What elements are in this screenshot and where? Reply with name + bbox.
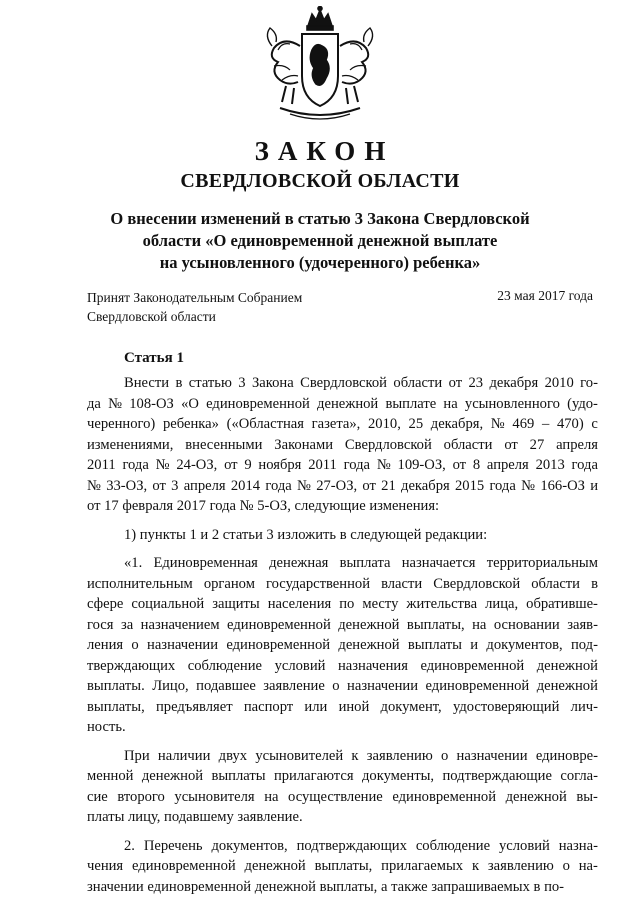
paragraph-line: значении единовременной денежной выплаты, а также запрашиваемых в по- [87,878,565,895]
adopted-line: Принят Законодательным Собранием [87,290,303,305]
coat-of-arms-icon [260,6,380,124]
law-title: ЗАКОН [254,136,395,166]
subject-line: области «О единовременной денежной выплате [142,231,498,250]
paragraph-line: № 33-ОЗ, от 3 апреля 2014 года № 27-ОЗ, от 21 декабря 2015 года № 166-ОЗ и [87,477,598,494]
subject-line: О внесении изменений в статью 3 Закона Свердловской [110,209,530,228]
article-heading: Статья 1 [124,350,184,366]
article-paragraph [87,373,598,517]
paragraph-line: тверждающих соблюдение условий назначения единовременной денежной [87,657,598,674]
region-title: СВЕРДЛОВСКОЙ ОБЛАСТИ [180,170,460,192]
paragraph-line: выплаты, предъявляет паспорт или иной документ, удостоверяющий лич- [87,698,598,715]
paragraph-line: 2011 года № 24-ОЗ, от 9 ноября 2011 года № 109-ОЗ, от 8 апреля 2013 года [87,457,598,473]
paragraph-line: да № 108-ОЗ «О единовременной денежной выплате на усыновленного (удо- [87,395,598,412]
adopted-line: Свердловской области [87,309,216,324]
paragraph-line: Внести в статью 3 Закона Свердловской области от 23 декабря 2010 го- [124,375,598,391]
paragraph-line: сие второго усыновителя на осуществление единовременной денежной вы- [87,788,598,805]
paragraph-line: ления о назначении единовременной денежной выплаты и документов, под- [87,637,598,653]
paragraph-line: изменениями, внесенными Законами Свердловской области от 27 апреля [87,436,598,453]
article-paragraph [87,553,598,738]
adopted-by [87,288,302,326]
paragraph-line: сфере социальной защиты населения по месту жительства лица, обративше- [87,596,598,612]
article-paragraph [87,836,598,898]
paragraph-line: от 17 февраля 2017 года № 5-ОЗ, следующие изменения: [87,498,440,514]
paragraph-line: черенного) ребенка» («Областная газета», 2010, 25 декабря, № 469 – 470) с [87,416,598,432]
paragraph-line: «1. Единовременная денежная выплата назначается территориальным [124,555,598,571]
article-paragraph [87,525,598,546]
law-subject [90,208,550,274]
paragraph-line: При наличии двух усыновителей к заявлению о назначении единовре- [124,747,598,764]
paragraph-line: 1) пункты 1 и 2 статьи 3 изложить в следующей редакции: [124,526,488,543]
subject-line: на усыновленного (удочеренного) ребенка» [159,253,481,272]
paragraph-line: менной денежной выплаты прилагаются документы, подтверждающие согла- [87,768,598,784]
paragraph-line: выплаты. Лицо, подавшее заявление о назначении единовременной денежной [87,678,598,694]
paragraph-line: 2. Перечень документов, подтверждающих соблюдение условий назна- [124,837,598,854]
paragraph-line: платы лицу, подавшему заявление. [87,809,303,825]
paragraph-line: исполнительным органом государственной власти Свердловской области в [87,575,598,592]
adoption-date: 23 мая 2017 года [497,288,593,303]
paragraph-line: гося за назначением единовременной денежной выплаты, на основании заяв- [87,616,598,633]
paragraph-line: ность. [87,719,126,735]
article-paragraph [87,746,598,828]
paragraph-line: чения единовременной денежной выплаты, прилагаемых к заявлению о на- [87,858,598,874]
article-body [87,373,598,905]
